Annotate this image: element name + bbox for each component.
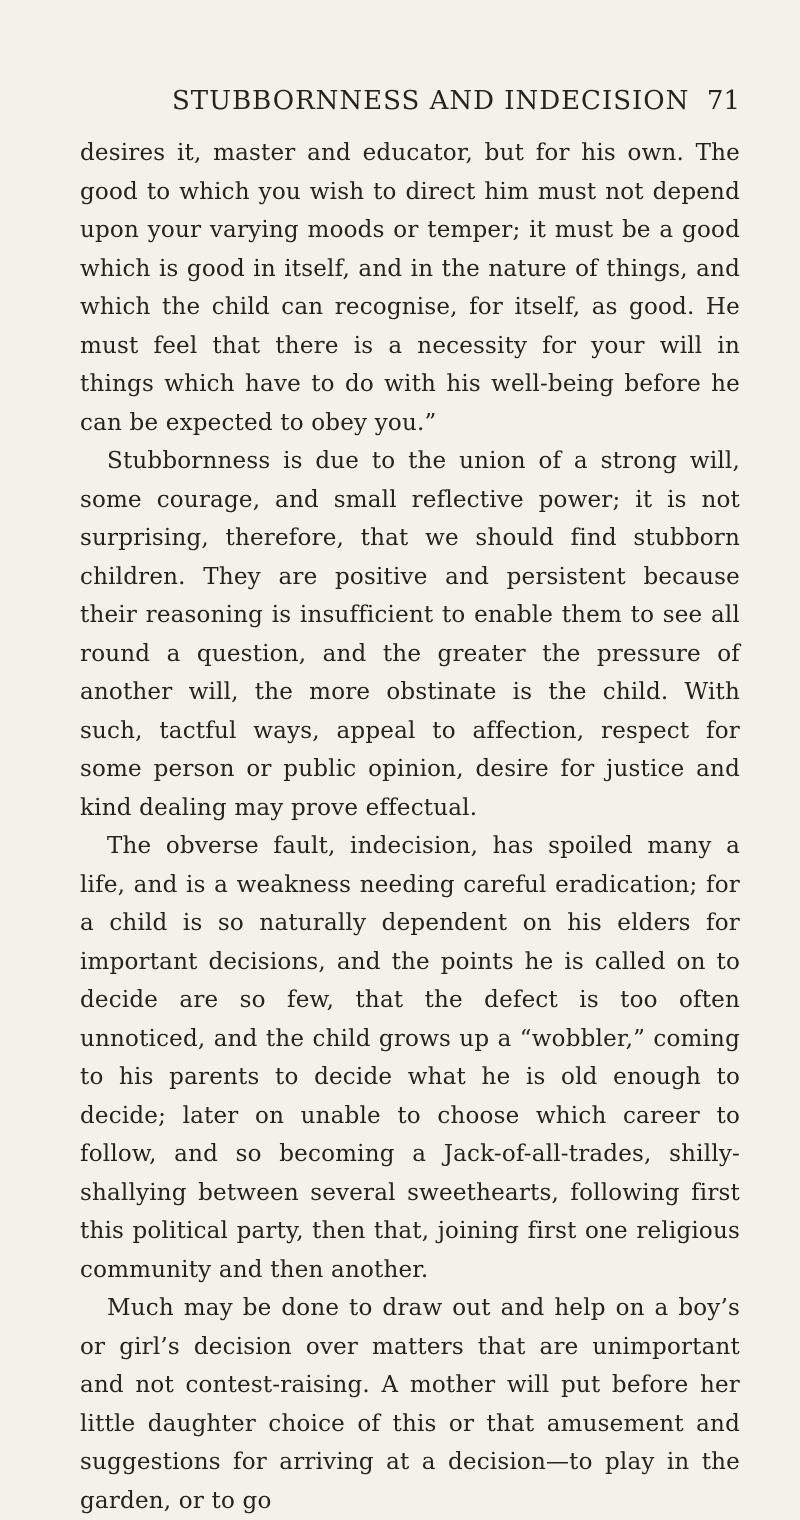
running-head: STUBBORNNESS AND INDECISION xyxy=(172,86,690,116)
paragraph-decision-help: Much may be done to draw out and help on a boy’s or girl’s decision over matters that are unimportant and not contest-raising. A mother will put before her little daughter choice of this or that amusement and suggestions for arriving at a decision—to play in the garden, or to go xyxy=(80,1295,740,1514)
page-header xyxy=(80,78,740,122)
paragraph-stubbornness: Stubbornness is due to the union of a strong will, some courage, and small reflective power; it is not surprising, therefore, that we should find stubborn children. They are positive and persistent because their reasoning is insufficient to enable them to see all round a question, and the greater the pressure of another will, the more obstinate is the child. With such, tactful ways, appeal to affection, respect for some person or public opinion, desire for justice and kind dealing may prove effectual. xyxy=(80,448,740,821)
page-number: 71 xyxy=(706,86,740,116)
paragraph-indecision: The obverse fault, indecision, has spoiled many a life, and is a weakness needing careful eradication; for a child is so naturally dependent on his elders for important decisions, and the points he is called on to decide are so few, that the defect is too often unnoticed, and the child grows up a “wobbler,” coming to his parents to decide what he is old enough to decide; later on unable to choose which career to follow, and so becoming a Jack-of-all-trades, shilly-shallying between several sweethearts, following first this political party, then that, joining first one religious community and then another. xyxy=(80,833,740,1283)
paragraph-continued: desires it, master and educator, but for his own. The good to which you wish to direct him must not depend upon your varying moods or temper; it must be a good which is good in itself, and in the nature of things, and which the child can recognise, for itself, as good. He must feel that there is a necessity for your will in things which have to do with his well-being before he can be expected to obey you.” xyxy=(80,140,740,436)
page-body xyxy=(80,134,740,1520)
